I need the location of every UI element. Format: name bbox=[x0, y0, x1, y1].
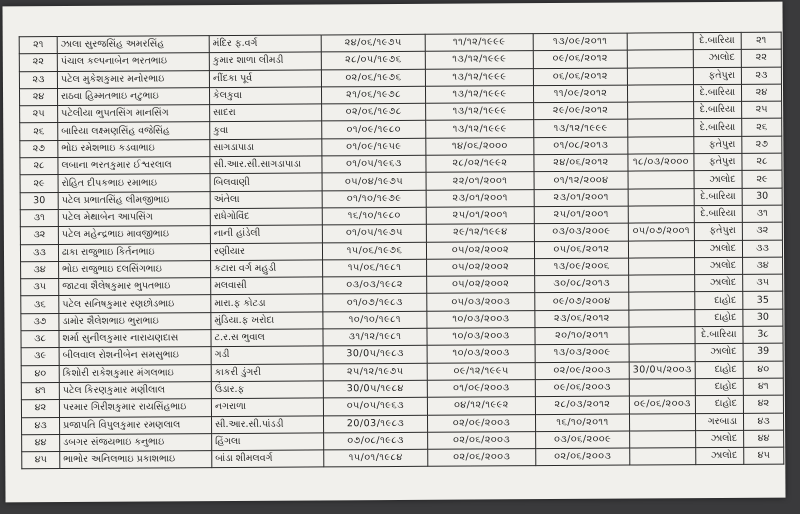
school-join-date-cell: ૨૩/૦૬/૨૦૧૨ bbox=[535, 310, 629, 328]
birth-date-cell: ૧૦/૧૦/૧૯૮૧ bbox=[323, 311, 427, 329]
serial-number-cell: ૩૭ bbox=[21, 313, 59, 331]
joining-date-cell: ૨૮/૦૨/૧૯૯૨ bbox=[426, 155, 534, 173]
extra-date-cell bbox=[629, 413, 695, 431]
birth-date-cell: ૧૫/૦૬/૧૯૮૧ bbox=[323, 259, 427, 277]
joining-date-cell: ૦૯/૧૨/૧૯૯૫ bbox=[427, 362, 535, 380]
school-name-cell: બાંડા શીમલવર્ગ bbox=[212, 450, 324, 468]
teacher-name-cell: ભોઇ રાજુભાઇ દલસિંગભાઇ bbox=[59, 260, 211, 278]
joining-date-cell: ૨૯/૧૨/૧૯૯૪ bbox=[426, 224, 534, 242]
school-join-date-cell: ૨૮/૦૩/૨૦૧૨ bbox=[535, 396, 629, 414]
school-name-cell: કુમાર શાળા લીમડી bbox=[209, 52, 321, 70]
taluka-cell: દે.બારિયા bbox=[694, 205, 742, 223]
school-join-date-cell: ૦૫/૦૬/૨૦૧૨ bbox=[534, 241, 628, 259]
extra-date-cell bbox=[628, 102, 694, 120]
birth-date-cell: ૦૫/૦૪/૧૯૭૫ bbox=[322, 173, 426, 191]
index-number-cell: ૨૮ bbox=[742, 153, 782, 171]
extra-date-cell bbox=[628, 188, 694, 206]
extra-date-cell: ૦૯/૦૬/૨૦૦૩ bbox=[629, 396, 695, 414]
teacher-name-cell: પટેલ મુકેશકુમાર મનોરભાઇ bbox=[57, 70, 209, 88]
school-name-cell: સાદરા bbox=[210, 104, 322, 122]
birth-date-cell: ૨૧/૦૬/૧૯૭૮ bbox=[321, 86, 425, 104]
school-join-date-cell: ૨૩/૦૧/૨૦૦૧ bbox=[534, 189, 628, 207]
teacher-name-cell: પ્રજાપતિ વિપુલકુમાર રમણલાલ bbox=[60, 416, 212, 434]
serial-number-cell: ૩૨ bbox=[20, 227, 58, 245]
birth-date-cell: ૦૧/૦૯/૧૯૮૦ bbox=[322, 121, 426, 139]
school-join-date-cell: ૧૩/૦૯/૨૦૦૬ bbox=[535, 258, 629, 276]
teacher-name-cell: ઝાલા સુરજસિંહ અમરસિંહ bbox=[57, 36, 209, 54]
teacher-name-cell: રાઠવા હિમ્મતભાઇ નટુભાઇ bbox=[57, 88, 209, 106]
teacher-name-cell: જાટવા શૈલેષકુમાર ભુપતભાઇ bbox=[59, 278, 211, 296]
teacher-name-cell: કિશોરી રાકેશકુમાર મંગલભાઇ bbox=[59, 364, 211, 382]
joining-date-cell: ૧૦/૦૩/૨૦૦૩ bbox=[427, 345, 535, 363]
birth-date-cell: ૦૫/૦૫/૧૯૬૩ bbox=[323, 398, 427, 416]
serial-number-cell: ૪૩ bbox=[22, 417, 60, 435]
birth-date-cell: ૧૫/૦૧/૧૯૮૪ bbox=[324, 449, 428, 467]
school-join-date-cell: ૧૩/૦૩/૨૦૦૯ bbox=[535, 344, 629, 362]
extra-date-cell bbox=[628, 240, 694, 258]
school-join-date-cell: ૦૨/૦૬/૨૦૦૩ bbox=[536, 448, 630, 466]
joining-date-cell: ૧૧/૧૨/૧૯૯૯ bbox=[425, 34, 533, 52]
school-name-cell: ગડી bbox=[211, 346, 323, 364]
extra-date-cell bbox=[629, 344, 695, 362]
taluka-cell: ઝાલોદ bbox=[694, 240, 742, 258]
taluka-cell: ઝાલોદ bbox=[695, 257, 743, 275]
taluka-cell: ઝાલોદ bbox=[693, 50, 741, 68]
joining-date-cell: ૨૨/૦૧/૨૦૦૧ bbox=[426, 172, 534, 190]
extra-date-cell: ૦૫/૦૭/૨૦૦૧ bbox=[628, 223, 694, 241]
index-number-cell: 30 bbox=[742, 188, 782, 206]
school-join-date-cell: ૦૩/૦૬/૨૦૦૯ bbox=[536, 431, 630, 449]
extra-date-cell: ૧૮/૦૩/૨૦૦૦ bbox=[628, 154, 694, 172]
taluka-cell: ફતેપુરા bbox=[694, 153, 742, 171]
birth-date-cell: ૩૧/૧૨/૧૯૮૧ bbox=[323, 328, 427, 346]
joining-date-cell: ૦૫/૦૩/૨૦૦૩ bbox=[427, 293, 535, 311]
serial-number-cell: ૨૯ bbox=[20, 175, 58, 193]
joining-date-cell: ૦૫/૦૨/૨૦૦૨ bbox=[427, 259, 535, 277]
extra-date-cell bbox=[630, 430, 696, 448]
extra-date-cell bbox=[627, 67, 693, 85]
taluka-cell: ફતેપુરા bbox=[693, 67, 741, 85]
school-join-date-cell: ૧૩/૦૯/૨૦૧૧ bbox=[533, 33, 627, 51]
birth-date-cell: ૧૫/૦૬/૧૯૭૬ bbox=[322, 242, 426, 260]
school-join-date-cell: ૦૯/૦૬/૨૦૦૩ bbox=[535, 379, 629, 397]
birth-date-cell: ૦૨/૦૬/૧૯૭૮ bbox=[322, 103, 426, 121]
school-join-date-cell: ૦૧/૦૮/૨૦૧૩ bbox=[534, 137, 628, 155]
teacher-name-cell: પટેલીયા ભુપતસિંગ માનસિંગ bbox=[58, 105, 210, 123]
teacher-name-cell: બારિયા લક્ષ્મણસિંહ વજેસિંહ bbox=[58, 122, 210, 140]
joining-date-cell: ૧૩/૧૨/૧૯૯૯ bbox=[425, 51, 533, 69]
serial-number-cell: ૨૫ bbox=[20, 106, 58, 124]
school-name-cell: બિલવાણી bbox=[210, 173, 322, 191]
taluka-cell: ફતેપુરા bbox=[694, 136, 742, 154]
extra-date-cell bbox=[628, 119, 694, 137]
extra-date-cell bbox=[627, 50, 693, 68]
teacher-name-cell: બીલવાલ રોશનીબેન સમસુભાઇ bbox=[59, 347, 211, 365]
serial-number-cell: ૪૫ bbox=[22, 452, 60, 470]
joining-date-cell: ૦૫/૦૨/૨૦૦૨ bbox=[427, 276, 535, 294]
birth-date-cell: ૦૧/૦૫/૧૯૭૫ bbox=[322, 225, 426, 243]
index-number-cell: ૨૪ bbox=[741, 84, 781, 102]
teacher-list-table bbox=[19, 32, 785, 470]
taluka-cell: દે.બારિયા bbox=[693, 32, 741, 50]
index-number-cell: ૪૧ bbox=[743, 378, 783, 396]
school-name-cell: સી.આર.સી.સાગડાપાડા bbox=[210, 156, 322, 174]
joining-date-cell: ૧૩/૧૨/૧૯૯૯ bbox=[426, 103, 534, 121]
extra-date-cell bbox=[629, 275, 695, 293]
school-join-date-cell: ૨૦/૧૦/૨૦૧૧ bbox=[535, 327, 629, 345]
serial-number-cell: ૨૮ bbox=[20, 158, 58, 176]
index-number-cell: ૩૩ bbox=[742, 240, 782, 258]
index-number-cell: ૨૭ bbox=[742, 136, 782, 154]
joining-date-cell: ૦૨/૦૯/૨૦૦૩ bbox=[427, 414, 535, 432]
extra-date-cell bbox=[629, 379, 695, 397]
serial-number-cell: ૩૧ bbox=[20, 210, 58, 228]
joining-date-cell: ૧૩/૧૨/૧૯૯૯ bbox=[425, 86, 533, 104]
school-name-cell: કેલકુવા bbox=[209, 87, 321, 105]
taluka-cell: દાહોદ bbox=[695, 396, 743, 414]
index-number-cell: ૪૪ bbox=[744, 430, 784, 448]
serial-number-cell: ૪૨ bbox=[21, 400, 59, 418]
serial-number-cell: ૩૫ bbox=[21, 279, 59, 297]
serial-number-cell: ૪૧ bbox=[21, 382, 59, 400]
index-number-cell: ૩૫ bbox=[743, 274, 783, 292]
school-name-cell: કટારા વર્ગ મહુડી bbox=[211, 260, 323, 278]
extra-date-cell: 30/0૫/૨૦૦૩ bbox=[629, 361, 695, 379]
birth-date-cell: 30/0૫/૧૯૮૩ bbox=[323, 346, 427, 364]
joining-date-cell: ૦૨/૦૬/૨૦૦૩ bbox=[428, 431, 536, 449]
school-name-cell: રણીયાર bbox=[210, 242, 322, 260]
taluka-cell: દાહોદ bbox=[695, 309, 743, 327]
school-name-cell: હિંગલા bbox=[212, 433, 324, 451]
teacher-name-cell: ડામોર શૈલેશભાઇ ભુરાભાઇ bbox=[59, 312, 211, 330]
joining-date-cell: ૧૦/૦૩/૨૦૦૩ bbox=[427, 310, 535, 328]
joining-date-cell: ૦૪/૧૨/૧૯૯૨ bbox=[427, 397, 535, 415]
index-number-cell: ૨૯ bbox=[742, 171, 782, 189]
joining-date-cell: ૧૦/૦૩/૨૦૦૩ bbox=[427, 328, 535, 346]
birth-date-cell: ૦૩/૦૩/૧૯૮૨ bbox=[323, 276, 427, 294]
extra-date-cell bbox=[628, 206, 694, 224]
index-number-cell: ૨૨ bbox=[741, 49, 781, 67]
serial-number-cell: ૨૪ bbox=[19, 88, 57, 106]
index-number-cell: ૪૨ bbox=[743, 395, 783, 413]
index-number-cell: ૩૧ bbox=[742, 205, 782, 223]
school-join-date-cell: ૩૦/૦૮/૨૦૧૩ bbox=[535, 275, 629, 293]
birth-date-cell: ૦૧/૦૭/૧૯૮૩ bbox=[323, 294, 427, 312]
joining-date-cell: ૦૧/૦૯/૨૦૦૩ bbox=[427, 380, 535, 398]
school-join-date-cell: ૦૩/૦૩/૨૦૦૯ bbox=[534, 223, 628, 241]
index-number-cell: ૨૩ bbox=[741, 67, 781, 85]
school-join-date-cell: ૧૩/૧૨/૧૯૯૯ bbox=[534, 120, 628, 138]
birth-date-cell: ૦૧/૦૫/૧૯૬૩ bbox=[322, 155, 426, 173]
extra-date-cell bbox=[627, 33, 693, 51]
teacher-name-cell: ભાભોર અનિલભાઇ પ્રકાશભાઇ bbox=[60, 451, 212, 469]
joining-date-cell: ૨૩/૦૧/૨૦૦૧ bbox=[426, 189, 534, 207]
school-join-date-cell: ૧૧/૦૯/૨૦૧૨ bbox=[533, 85, 627, 103]
serial-number-cell: ૩૪ bbox=[21, 261, 59, 279]
teacher-name-cell: પટેલ કિરણકુમાર મણીલાલ bbox=[59, 382, 211, 400]
taluka-cell: દાહોદ bbox=[695, 292, 743, 310]
birth-date-cell: ૦૧/૦૯/૧૯૫૯ bbox=[322, 138, 426, 156]
school-name-cell: રાધેગોવિંદ bbox=[210, 208, 322, 226]
birth-date-cell: ૦૨/૦૬/૧૯૭૬ bbox=[321, 69, 425, 87]
school-name-cell: મારા.ફ કોટડા bbox=[211, 294, 323, 312]
teacher-name-cell: ભોઇ રમેશભાઇ કડવાભાઇ bbox=[58, 139, 210, 157]
taluka-cell: ઝાલોદ bbox=[696, 430, 744, 448]
school-join-date-cell: ૨૪/૦૬/૨૦૧૨ bbox=[534, 154, 628, 172]
taluka-cell: ઝાલોદ bbox=[695, 344, 743, 362]
school-name-cell: ઉંડાર.ફ bbox=[211, 381, 323, 399]
teacher-name-cell: ઢાકા રાજુભાઇ કિર્તનભાઇ bbox=[58, 243, 210, 261]
birth-date-cell: ૨૫/૧૨/૧૯૭૫ bbox=[323, 363, 427, 381]
school-join-date-cell: ૨૫/૦૧/૨૦૦૧ bbox=[534, 206, 628, 224]
birth-date-cell: 30/0૫/૧૯૮૪ bbox=[323, 380, 427, 398]
school-name-cell: નીંદકા પૂર્વ bbox=[209, 70, 321, 88]
taluka-cell: ઝાલોદ bbox=[695, 275, 743, 293]
school-name-cell: ટ.ર.સ ભુવાલ bbox=[211, 329, 323, 347]
extra-date-cell bbox=[627, 85, 693, 103]
school-name-cell: મલવાસી bbox=[211, 277, 323, 295]
teacher-name-cell: રોહિત દીપકભાઇ રમાભાઇ bbox=[58, 174, 210, 192]
joining-date-cell: ૦૫/૦૨/૨૦૦૨ bbox=[426, 241, 534, 259]
serial-number-cell: ૩૮ bbox=[21, 331, 59, 349]
joining-date-cell: ૧૩/૧૨/૧૯૯૯ bbox=[425, 68, 533, 86]
joining-date-cell: ૧૪/૦૬/૨૦૦૦ bbox=[426, 137, 534, 155]
school-join-date-cell: ૦૧/૧૨/૨૦૦૪ bbox=[534, 171, 628, 189]
taluka-cell: દાહોદ bbox=[695, 361, 743, 379]
index-number-cell: ૨૫ bbox=[742, 101, 782, 119]
index-number-cell: ૪૦ bbox=[743, 361, 783, 379]
birth-date-cell: ૨૮/૦૫/૧૯૭૬ bbox=[321, 52, 425, 70]
taluka-cell: દાહોદ bbox=[695, 378, 743, 396]
birth-date-cell: 20/03/૧૯૮૩ bbox=[323, 415, 427, 433]
birth-date-cell: ૦૭/૦૮/૧૯૮૩ bbox=[324, 432, 428, 450]
table-body bbox=[19, 32, 784, 469]
index-number-cell: 3૮ bbox=[743, 326, 783, 344]
taluka-cell: દે.બારિયા bbox=[694, 188, 742, 206]
teacher-name-cell: પટેલ પ્રભાતસિંહ લીમજીભાઇ bbox=[58, 191, 210, 209]
taluka-cell: ફતેપુરા bbox=[694, 223, 742, 241]
school-name-cell: નાની હાંડેલી bbox=[210, 225, 322, 243]
school-name-cell: અંતેલા bbox=[210, 191, 322, 209]
extra-date-cell bbox=[628, 171, 694, 189]
scanned-document-page bbox=[2, 2, 785, 503]
school-join-date-cell: ૦૯/૦૬/૨૦૧૨ bbox=[533, 50, 627, 68]
teacher-name-cell: પટેલ મહેન્દ્રભાઇ માવજીભાઇ bbox=[58, 226, 210, 244]
joining-date-cell: ૧૩/૧૨/૧૯૯૯ bbox=[426, 120, 534, 138]
serial-number-cell: ૩૯ bbox=[21, 348, 59, 366]
birth-date-cell: ૨૪/૦૬/૧૯૭૫ bbox=[321, 34, 425, 52]
index-number-cell: 39 bbox=[743, 343, 783, 361]
teacher-name-cell: લબાના ભરતકુમાર ઈશ્વરલાલ bbox=[58, 157, 210, 175]
birth-date-cell: ૦૧/૧૦/૧૯૭૯ bbox=[322, 190, 426, 208]
taluka-cell: ગરબાડા bbox=[695, 413, 743, 431]
serial-number-cell: 30 bbox=[20, 192, 58, 210]
taluka-cell: દે.બારિયા bbox=[694, 119, 742, 137]
serial-number-cell: ૩૬ bbox=[21, 296, 59, 314]
index-number-cell: ૪૩ bbox=[743, 413, 783, 431]
school-join-date-cell: ૦૬/૦૬/૨૦૧૨ bbox=[533, 68, 627, 86]
joining-date-cell: ૦૨/૦૬/૨૦૦૩ bbox=[428, 449, 536, 467]
teacher-name-cell: પટેલ સનિષકુમાર રણછોડભાઇ bbox=[59, 295, 211, 313]
index-number-cell: ૩૨ bbox=[742, 222, 782, 240]
school-name-cell: કાકરી ડુંગરી bbox=[211, 364, 323, 382]
taluka-cell: દે.બારિયા bbox=[695, 326, 743, 344]
school-name-cell: મુંડિયા.ફ ખરોદા bbox=[211, 312, 323, 330]
school-join-date-cell: ૦૨/૦૯/૨૦૦૩ bbox=[535, 362, 629, 380]
joining-date-cell: ૨૫/૦૧/૨૦૦૧ bbox=[426, 207, 534, 225]
taluka-cell: દે.બારિયા bbox=[693, 84, 741, 102]
taluka-cell: દે.બારિયા bbox=[694, 102, 742, 120]
school-join-date-cell: ૨૯/૦૯/૨૦૧૨ bbox=[534, 102, 628, 120]
teacher-name-cell: પરમાર ગિરીશકુમાર રાયસિંહભાઇ bbox=[59, 399, 211, 417]
index-number-cell: ૨૧ bbox=[741, 32, 781, 50]
taluka-cell: ઝાલોદ bbox=[694, 171, 742, 189]
serial-number-cell: ૨૬ bbox=[20, 123, 58, 141]
serial-number-cell: ૨૩ bbox=[19, 71, 57, 89]
extra-date-cell bbox=[629, 258, 695, 276]
teacher-name-cell: પંચાલ કલ્પનાબેન ભરતભાઇ bbox=[57, 53, 209, 71]
index-number-cell: 35 bbox=[743, 292, 783, 310]
school-name-cell: સી.આર.સી.પાંડડી bbox=[211, 415, 323, 433]
taluka-cell: ઝાલોદ bbox=[696, 447, 744, 465]
extra-date-cell bbox=[630, 448, 696, 466]
school-name-cell: કુવા bbox=[210, 121, 322, 139]
teacher-name-cell: પટેલ મેથાબેન આપસિંગ bbox=[58, 209, 210, 227]
school-join-date-cell: ૧૬/૧૦/૨૦૧૧ bbox=[535, 414, 629, 432]
index-number-cell: ૨૬ bbox=[742, 119, 782, 137]
serial-number-cell: ૪૦ bbox=[21, 365, 59, 383]
teacher-name-cell: ડબગર સંજયભાઇ કનુભાઇ bbox=[60, 433, 212, 451]
serial-number-cell: ૨૨ bbox=[19, 54, 57, 72]
extra-date-cell bbox=[629, 309, 695, 327]
school-name-cell: મંદિર ફ.વર્ગ bbox=[209, 35, 321, 53]
school-join-date-cell: ૦૯/૦૭/૨૦૦૪ bbox=[535, 293, 629, 311]
teacher-name-cell: શર્મા સુનીલકુમાર નારાયણદાસ bbox=[59, 330, 211, 348]
extra-date-cell bbox=[628, 136, 694, 154]
school-name-cell: નગરાળા bbox=[211, 398, 323, 416]
birth-date-cell: ૧૬/૧૦/૧૯૮૦ bbox=[322, 207, 426, 225]
index-number-cell: 30 bbox=[743, 309, 783, 327]
serial-number-cell: ૨૭ bbox=[20, 140, 58, 158]
extra-date-cell bbox=[629, 327, 695, 345]
serial-number-cell: ૪૪ bbox=[22, 434, 60, 452]
index-number-cell: ૪૫ bbox=[744, 447, 784, 465]
extra-date-cell bbox=[629, 292, 695, 310]
serial-number-cell: ૨૧ bbox=[19, 37, 57, 55]
school-name-cell: સાગડાપાડા bbox=[210, 139, 322, 157]
serial-number-cell: ૩૩ bbox=[20, 244, 58, 262]
index-number-cell: ૩૪ bbox=[743, 257, 783, 275]
